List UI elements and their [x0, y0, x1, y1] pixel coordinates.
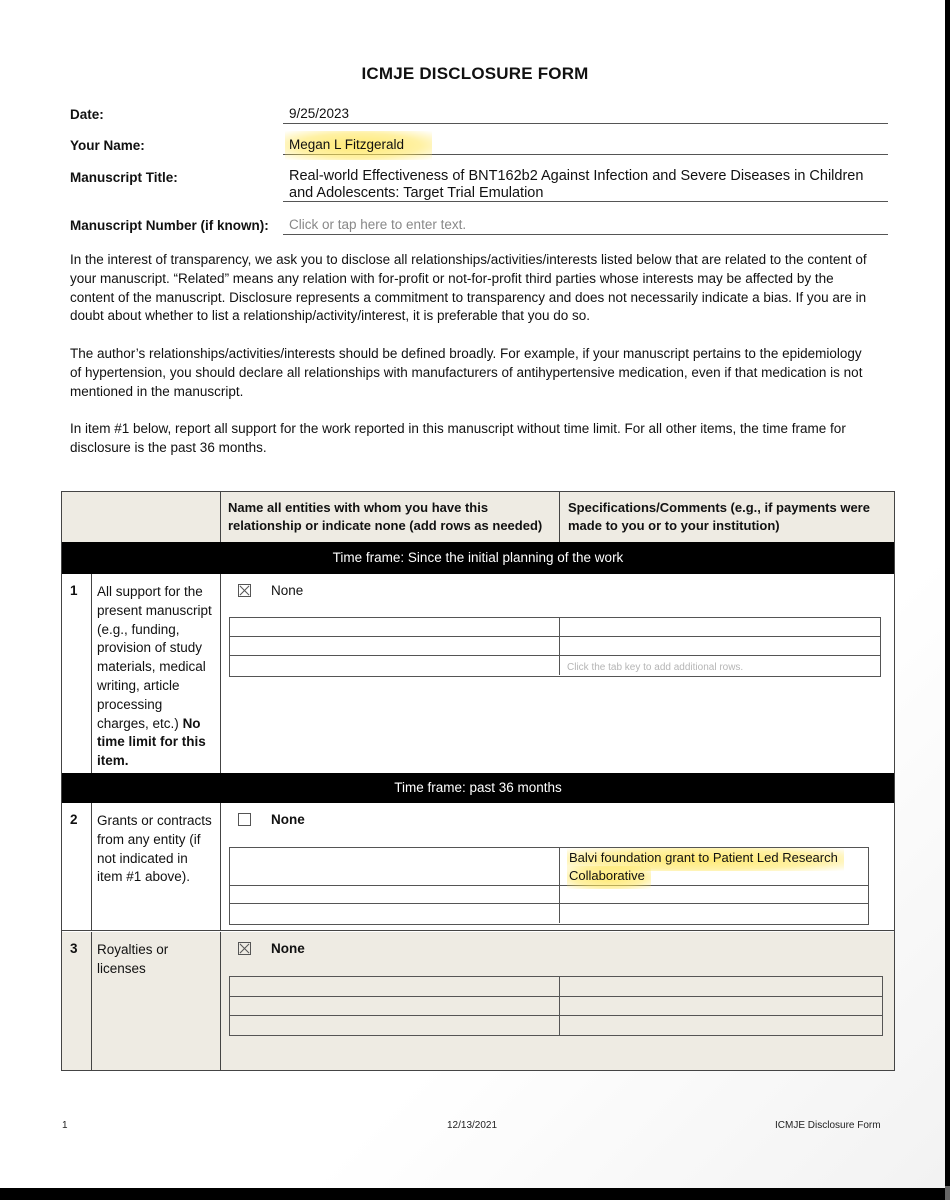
item-row-1: [62, 574, 894, 773]
add-rows-hint[interactable]: Click the tab key to add additional rows.: [567, 662, 744, 673]
divider: [220, 932, 221, 1070]
entity-cell[interactable]: [230, 618, 560, 636]
entity-cell[interactable]: [230, 904, 560, 923]
subtable-row: [230, 977, 882, 997]
none-option[interactable]: [238, 941, 305, 956]
date-field[interactable]: 9/25/2023: [283, 106, 888, 124]
manuscript-title-label: Manuscript Title:: [70, 170, 178, 185]
timeframe-paragraph: In item #1 below, report all support for the work reported in this manuscript without time limit. For all other items, the time frame for disclosure is the past 36 months.: [70, 421, 846, 455]
divider: [91, 803, 92, 931]
entity-cell[interactable]: [230, 977, 560, 996]
subtable-row: [230, 637, 880, 656]
divider: [559, 492, 560, 542]
manuscript-number-label: Manuscript Number (if known):: [70, 218, 269, 233]
subtable-row: [230, 848, 868, 886]
entity-subtable: [229, 617, 881, 677]
item-number: 1: [70, 583, 78, 598]
divider: [91, 574, 92, 773]
name-field[interactable]: [283, 137, 888, 155]
subtable-row: [230, 904, 868, 923]
subtable-row: [230, 1016, 882, 1035]
footer-form-name: ICMJE Disclosure Form: [775, 1120, 881, 1131]
item-description-note: No time limit for this item.: [97, 715, 206, 769]
none-label: None: [271, 812, 305, 827]
none-checkbox-checked[interactable]: [238, 942, 251, 955]
divider: [91, 932, 92, 1070]
footer-date: 12/13/2021: [447, 1120, 498, 1131]
subtable-row: [230, 618, 880, 637]
subtable-row: [230, 656, 880, 675]
comment-cell[interactable]: [560, 618, 880, 636]
none-label: None: [271, 941, 305, 956]
comment-cell[interactable]: [560, 904, 868, 923]
item-description: Royalties or licenses: [97, 942, 169, 976]
intro-paragraph: In the interest of transparency, we ask you to disclose all relationships/activities/interests listed below that are related to the content of your manuscript. “Related” means any relation with for-profit or not-for-profit third parties whose interests may be affected by the content of the manuscript. Disclosure represents a commitment to transparency and does not necessarily indicate a bias. If you are in doubt about whether to list a relationship/activity/interest, it is preferable that you do so.: [70, 252, 867, 324]
item-number: 3: [70, 941, 78, 956]
none-checkbox-checked[interactable]: [238, 584, 251, 597]
date-label: Date:: [70, 107, 104, 122]
manuscript-title-field[interactable]: Real-world Effectiveness of BNT162b2 Against Infection and Severe Diseases in Children and Adolescents: Target Trial Emulation: [283, 168, 888, 202]
entity-cell[interactable]: [230, 997, 560, 1015]
header-comments: Specifications/Comments (e.g., if payments were made to you or to your institution): [568, 500, 870, 533]
scrollbar[interactable]: [945, 1186, 950, 1200]
entity-cell[interactable]: [230, 637, 560, 655]
comment-cell[interactable]: [560, 997, 882, 1015]
comment-cell[interactable]: [560, 848, 868, 885]
definition-paragraph: The author’s relationships/activities/interests should be defined broadly. For example, if your manuscript pertains to the epidemiology of hypertension, you should declare all relationships with manufacturers of antihypertensive medication, even if that medication is not mentioned in the manuscript.: [70, 346, 863, 399]
divider: [220, 492, 221, 542]
entity-cell[interactable]: [230, 886, 560, 903]
disclosure-table: [61, 491, 895, 1071]
comment-cell[interactable]: [560, 886, 868, 903]
none-option[interactable]: [238, 583, 303, 598]
comment-cell[interactable]: [560, 637, 880, 655]
timeframe-bar-2: Time frame: past 36 months: [62, 773, 894, 803]
table-header: [62, 492, 894, 543]
item-row-3: [62, 932, 894, 1070]
item-description-text: All support for the present manuscript (e.g., funding, provision of study materials, medical writing, article processing charges, etc.): [97, 584, 212, 731]
item-description: [97, 583, 217, 771]
header-entities: Name all entities with whom you have this relationship or indicate none (add rows as needed): [228, 500, 543, 533]
entity-cell[interactable]: [230, 1016, 560, 1035]
name-label: Your Name:: [70, 138, 145, 153]
divider: [220, 574, 221, 773]
comment-cell[interactable]: [560, 1016, 882, 1035]
item-number: 2: [70, 812, 78, 827]
item-description: Grants or contracts from any entity (if not indicated in item #1 above).: [97, 813, 212, 885]
none-checkbox-unchecked[interactable]: [238, 813, 251, 826]
entity-subtable: [229, 976, 883, 1036]
comment-cell[interactable]: [560, 977, 882, 996]
grant-comment: Balvi foundation grant to Patient Led Research Collaborative: [567, 848, 844, 889]
item-row-2: [62, 803, 894, 931]
entity-cell[interactable]: [230, 848, 560, 885]
divider: [220, 803, 221, 931]
none-label: None: [271, 583, 304, 598]
entity-cell[interactable]: [230, 656, 560, 675]
entity-subtable: [229, 847, 869, 925]
form-title: ICMJE DISCLOSURE FORM: [361, 64, 589, 83]
none-option[interactable]: [238, 812, 305, 827]
manuscript-number-field[interactable]: Click or tap here to enter text.: [283, 217, 888, 235]
subtable-row: [230, 886, 868, 904]
timeframe-bar-1: Time frame: Since the initial planning of the work: [62, 542, 894, 574]
subtable-row: [230, 997, 882, 1016]
footer-page-number: 1: [62, 1120, 68, 1131]
name-value: Megan L Fitzgerald: [285, 131, 432, 160]
